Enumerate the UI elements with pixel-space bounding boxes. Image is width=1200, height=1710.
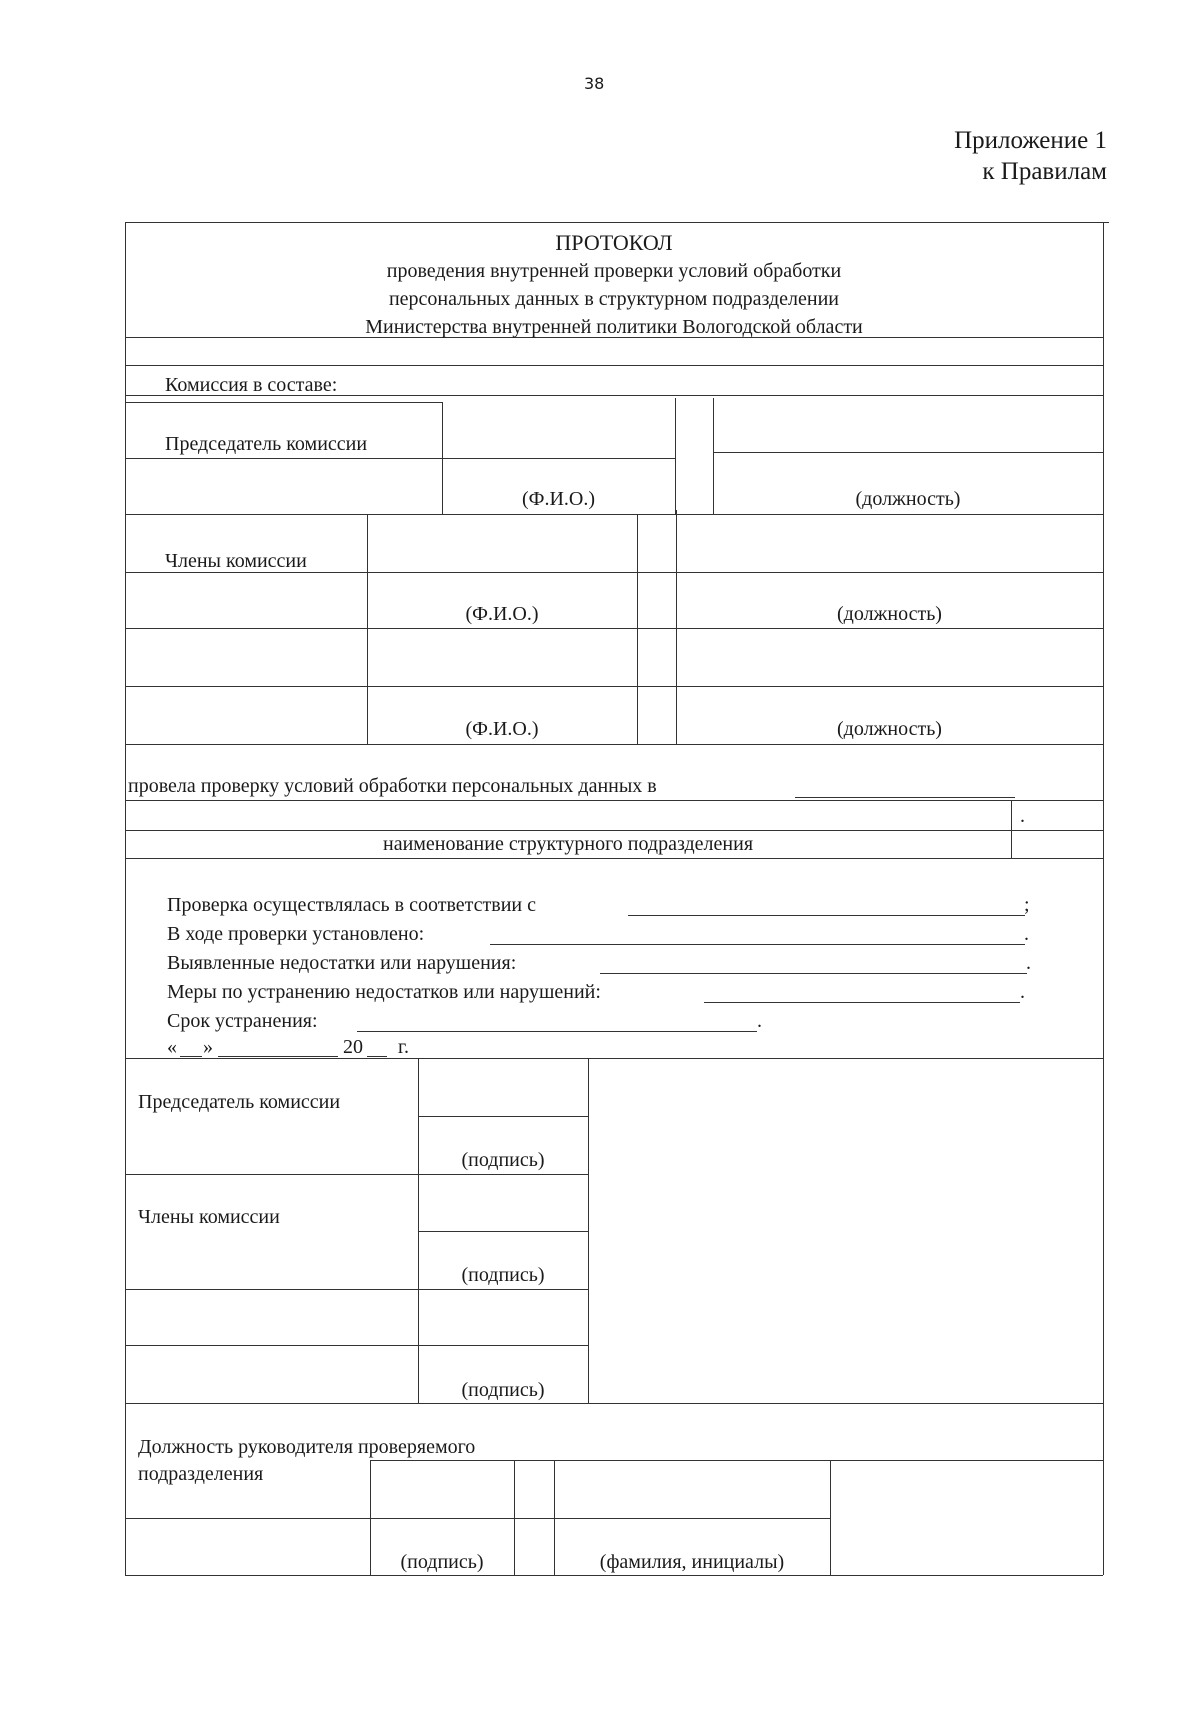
deadline-label: Срок устранения: bbox=[167, 1010, 318, 1032]
date-open-quote: « bbox=[167, 1036, 177, 1058]
established-label: В ходе проверки установлено: bbox=[167, 923, 425, 945]
measures-end: . bbox=[1020, 981, 1025, 1003]
member-2-signature-caption: (подпись) bbox=[461, 1379, 545, 1401]
basis-blank[interactable] bbox=[628, 915, 1025, 916]
chairman-fio-line bbox=[125, 458, 676, 459]
unit-col-divider bbox=[1011, 800, 1012, 858]
chairman-position-caption: (должность) bbox=[855, 488, 961, 510]
spacer-row-line bbox=[125, 365, 1103, 366]
measures-label: Меры по устранению недостатков или нарушений: bbox=[167, 981, 601, 1003]
signature-col-divider-2 bbox=[588, 1058, 589, 1403]
form-top-border bbox=[125, 222, 1109, 223]
members-col-divider-2 bbox=[637, 514, 638, 744]
member-1-signature-caption: (подпись) bbox=[461, 1264, 545, 1286]
members-col-divider-1 bbox=[367, 514, 368, 744]
appendix-line-1: Приложение 1 bbox=[954, 127, 1107, 154]
member-1-position-caption: (должность) bbox=[837, 603, 942, 625]
unit-name-line bbox=[125, 830, 1103, 831]
date-close-quote: » bbox=[203, 1036, 213, 1058]
members-row-line-3 bbox=[125, 686, 1103, 687]
date-year-prefix: 20 bbox=[343, 1036, 363, 1058]
members-bottom-line bbox=[125, 744, 1103, 745]
unit-period-mark: . bbox=[1020, 805, 1025, 827]
deficiencies-end: . bbox=[1026, 952, 1031, 974]
chairman-fio-caption: (Ф.И.О.) bbox=[521, 488, 595, 510]
deadline-blank[interactable] bbox=[357, 1031, 757, 1032]
chairman-bottom-line bbox=[125, 514, 1103, 515]
protocol-subtitle-line-1: проведения внутренней проверки условий обработки bbox=[386, 260, 842, 282]
commission-label: Комиссия в составе: bbox=[165, 374, 338, 396]
member-1-fio-caption: (Ф.И.О.) bbox=[465, 603, 539, 625]
chairman-position-line bbox=[713, 452, 1103, 453]
date-day-blank[interactable] bbox=[180, 1056, 202, 1057]
date-month-blank[interactable] bbox=[218, 1056, 338, 1057]
chairman-top-line bbox=[125, 402, 443, 403]
signature-line-2 bbox=[418, 1231, 588, 1232]
head-row-line bbox=[125, 1518, 830, 1519]
member-2-fio-caption: (Ф.И.О.) bbox=[465, 718, 539, 740]
head-label-line-2: подразделения bbox=[138, 1463, 264, 1485]
chairman-label: Председатель комиссии bbox=[165, 433, 368, 455]
protocol-subtitle-line-3: Министерства внутренней политики Вологодской области bbox=[365, 316, 863, 338]
signature-members-label: Члены комиссии bbox=[138, 1206, 280, 1228]
signature-chairman-label: Председатель комиссии bbox=[138, 1091, 341, 1113]
unit-name-caption: наименование структурного подразделения bbox=[382, 833, 754, 855]
appendix-line-2: к Правилам bbox=[982, 158, 1107, 185]
protocol-header bbox=[125, 229, 1103, 341]
deadline-end: . bbox=[757, 1010, 762, 1032]
established-end: . bbox=[1024, 923, 1029, 945]
protocol-subtitle-line-2: персональных данных в структурном подразделении bbox=[388, 288, 840, 310]
head-name-caption: (фамилия, инициалы) bbox=[599, 1551, 785, 1573]
measures-blank[interactable] bbox=[704, 1002, 1020, 1003]
head-label-underline bbox=[370, 1460, 1103, 1461]
member-2-position-caption: (должность) bbox=[837, 718, 942, 740]
page-number: 38 bbox=[584, 74, 605, 93]
form-left-border bbox=[125, 222, 126, 1575]
unit-name-blank[interactable] bbox=[795, 797, 1015, 798]
basis-label: Проверка осуществлялась в соответствии с bbox=[167, 894, 536, 916]
head-label-line-1: Должность руководителя проверяемого bbox=[138, 1436, 476, 1458]
head-signature-caption: (подпись) bbox=[400, 1551, 484, 1573]
inspection-conducted-text: провела проверку условий обработки персональных данных в bbox=[128, 775, 657, 797]
members-label: Члены комиссии bbox=[165, 550, 307, 572]
findings-bottom-line bbox=[125, 1058, 1103, 1059]
established-blank[interactable] bbox=[490, 944, 1025, 945]
form-bottom-border bbox=[125, 1575, 1103, 1576]
deficiencies-blank[interactable] bbox=[600, 973, 1027, 974]
basis-end: ; bbox=[1024, 894, 1030, 916]
unit-bottom-line bbox=[125, 858, 1103, 859]
signature-row-line-3 bbox=[125, 1345, 588, 1346]
members-row-line-2 bbox=[125, 628, 1103, 629]
deficiencies-label: Выявленные недостатки или нарушения: bbox=[167, 952, 517, 974]
signatures-bottom-line bbox=[125, 1403, 1103, 1404]
date-year-blank[interactable] bbox=[367, 1056, 387, 1057]
members-col-divider-3 bbox=[676, 510, 677, 744]
signature-line-1 bbox=[418, 1116, 588, 1117]
unit-text-underline bbox=[125, 800, 1103, 801]
chairman-col-divider-2 bbox=[675, 398, 676, 514]
signature-row-line-2 bbox=[125, 1289, 588, 1290]
signature-row-line-1 bbox=[125, 1174, 588, 1175]
date-year-suffix: г. bbox=[398, 1036, 409, 1058]
head-col-divider-4 bbox=[830, 1460, 831, 1575]
chairman-signature-caption: (подпись) bbox=[461, 1149, 545, 1171]
protocol-title: ПРОТОКОЛ bbox=[555, 230, 673, 255]
form-right-border bbox=[1103, 222, 1104, 1575]
